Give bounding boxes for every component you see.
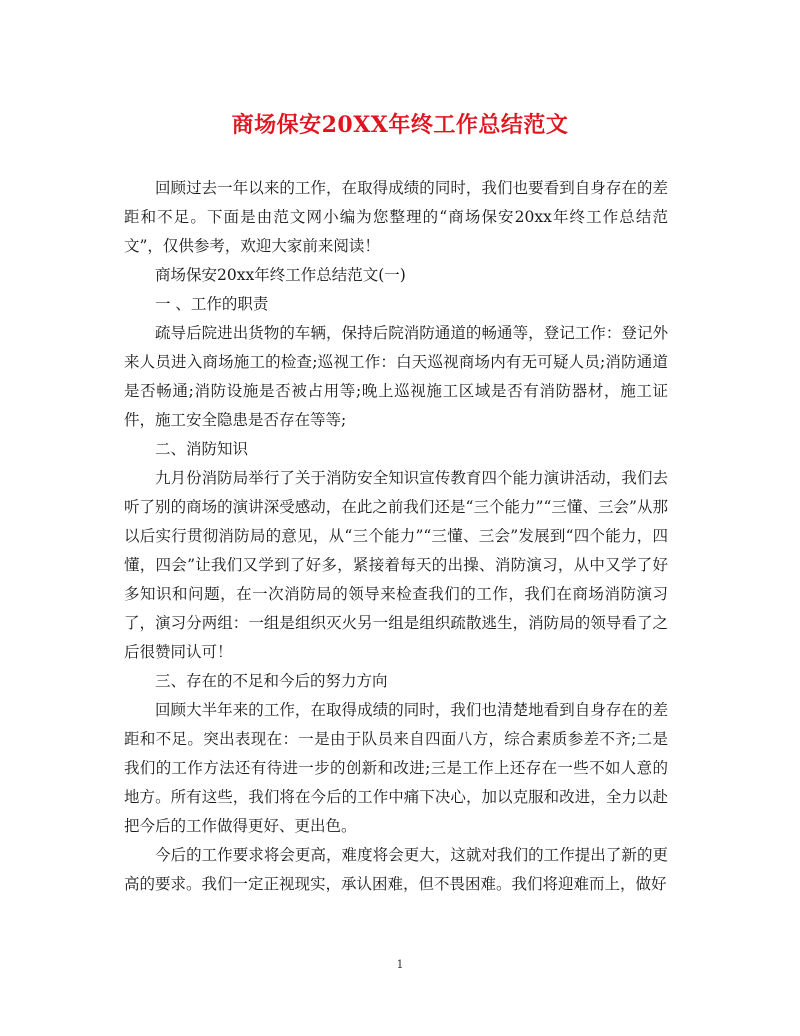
duties-paragraph: 疏导后院进出货物的车辆，保持后院消防通道的畅通等，登记工作：登记外来人员进入商场施工的检查;巡视工作：白天巡视商场内有无可疑人员;消防通道是否畅通;消防设施是否被占用等;晚上巡视施工区域是否有消防器材，施工证件，施工安全隐患是否存在等等; [124,324,668,429]
shortcomings-paragraph: 回顾大半年来的工作，在取得成绩的同时，我们也清楚地看到自身存在的差距和不足。突出表现在：一是由于队员来自四面八方，综合素质参差不齐;二是我们的工作方法还有待进一步的创新和改进;三是工作上还存在一些不如人意的地方。所有这些，我们将在今后的工作中痛下决心，加以克服和改进，全力以赴把今后的工作做得更好、更出色。 [124,701,668,835]
future-paragraph: 今后的工作要求将会更高，难度将会更大，这就对我们的工作提出了新的更高的要求。我们一定正视现实，承认困难，但不畏困难。我们将迎难而上，做好 [124,846,668,893]
intro-paragraph: 回顾过去一年以来的工作，在取得成绩的同时，我们也要看到自身存在的差距和不足。下面是由范文网小编为您整理的“商场保安20xx年终工作总结范文”，仅供参考，欢迎大家前来阅读！ [124,179,668,255]
section-heading-fire-knowledge: 二、消防知识 [155,440,249,458]
document-body [124,174,668,899]
subtitle-paragraph: 商场保安20xx年终工作总结范文(一) [155,266,406,284]
section-heading-shortcomings: 三、存在的不足和今后的努力方向 [155,672,388,690]
section-heading-duties: 一 、工作的职责 [155,295,269,313]
page-number: 1 [396,958,404,971]
document-title: 商场保安20XX年终工作总结范文 [231,112,569,138]
fire-knowledge-paragraph: 九月份消防局举行了关于消防安全知识宣传教育四个能力演讲活动，我们去听了别的商场的演讲深受感动，在此之前我们还是“三个能力”“三懂、三会”从那以后实行贯彻消防局的意见，从“三个能力”“三懂、三会”发展到“四个能力，四懂，四会”让我们又学到了好多，紧接着每天的出操、消防演习，从中又学了好多知识和问题，在一次消防局的领导来检查我们的工作，我们在商场消防演习了，演习分两组：一组是组织灭火另一组是组织疏散逃生，消防局的领导看了之后很赞同认可！ [124,469,668,661]
